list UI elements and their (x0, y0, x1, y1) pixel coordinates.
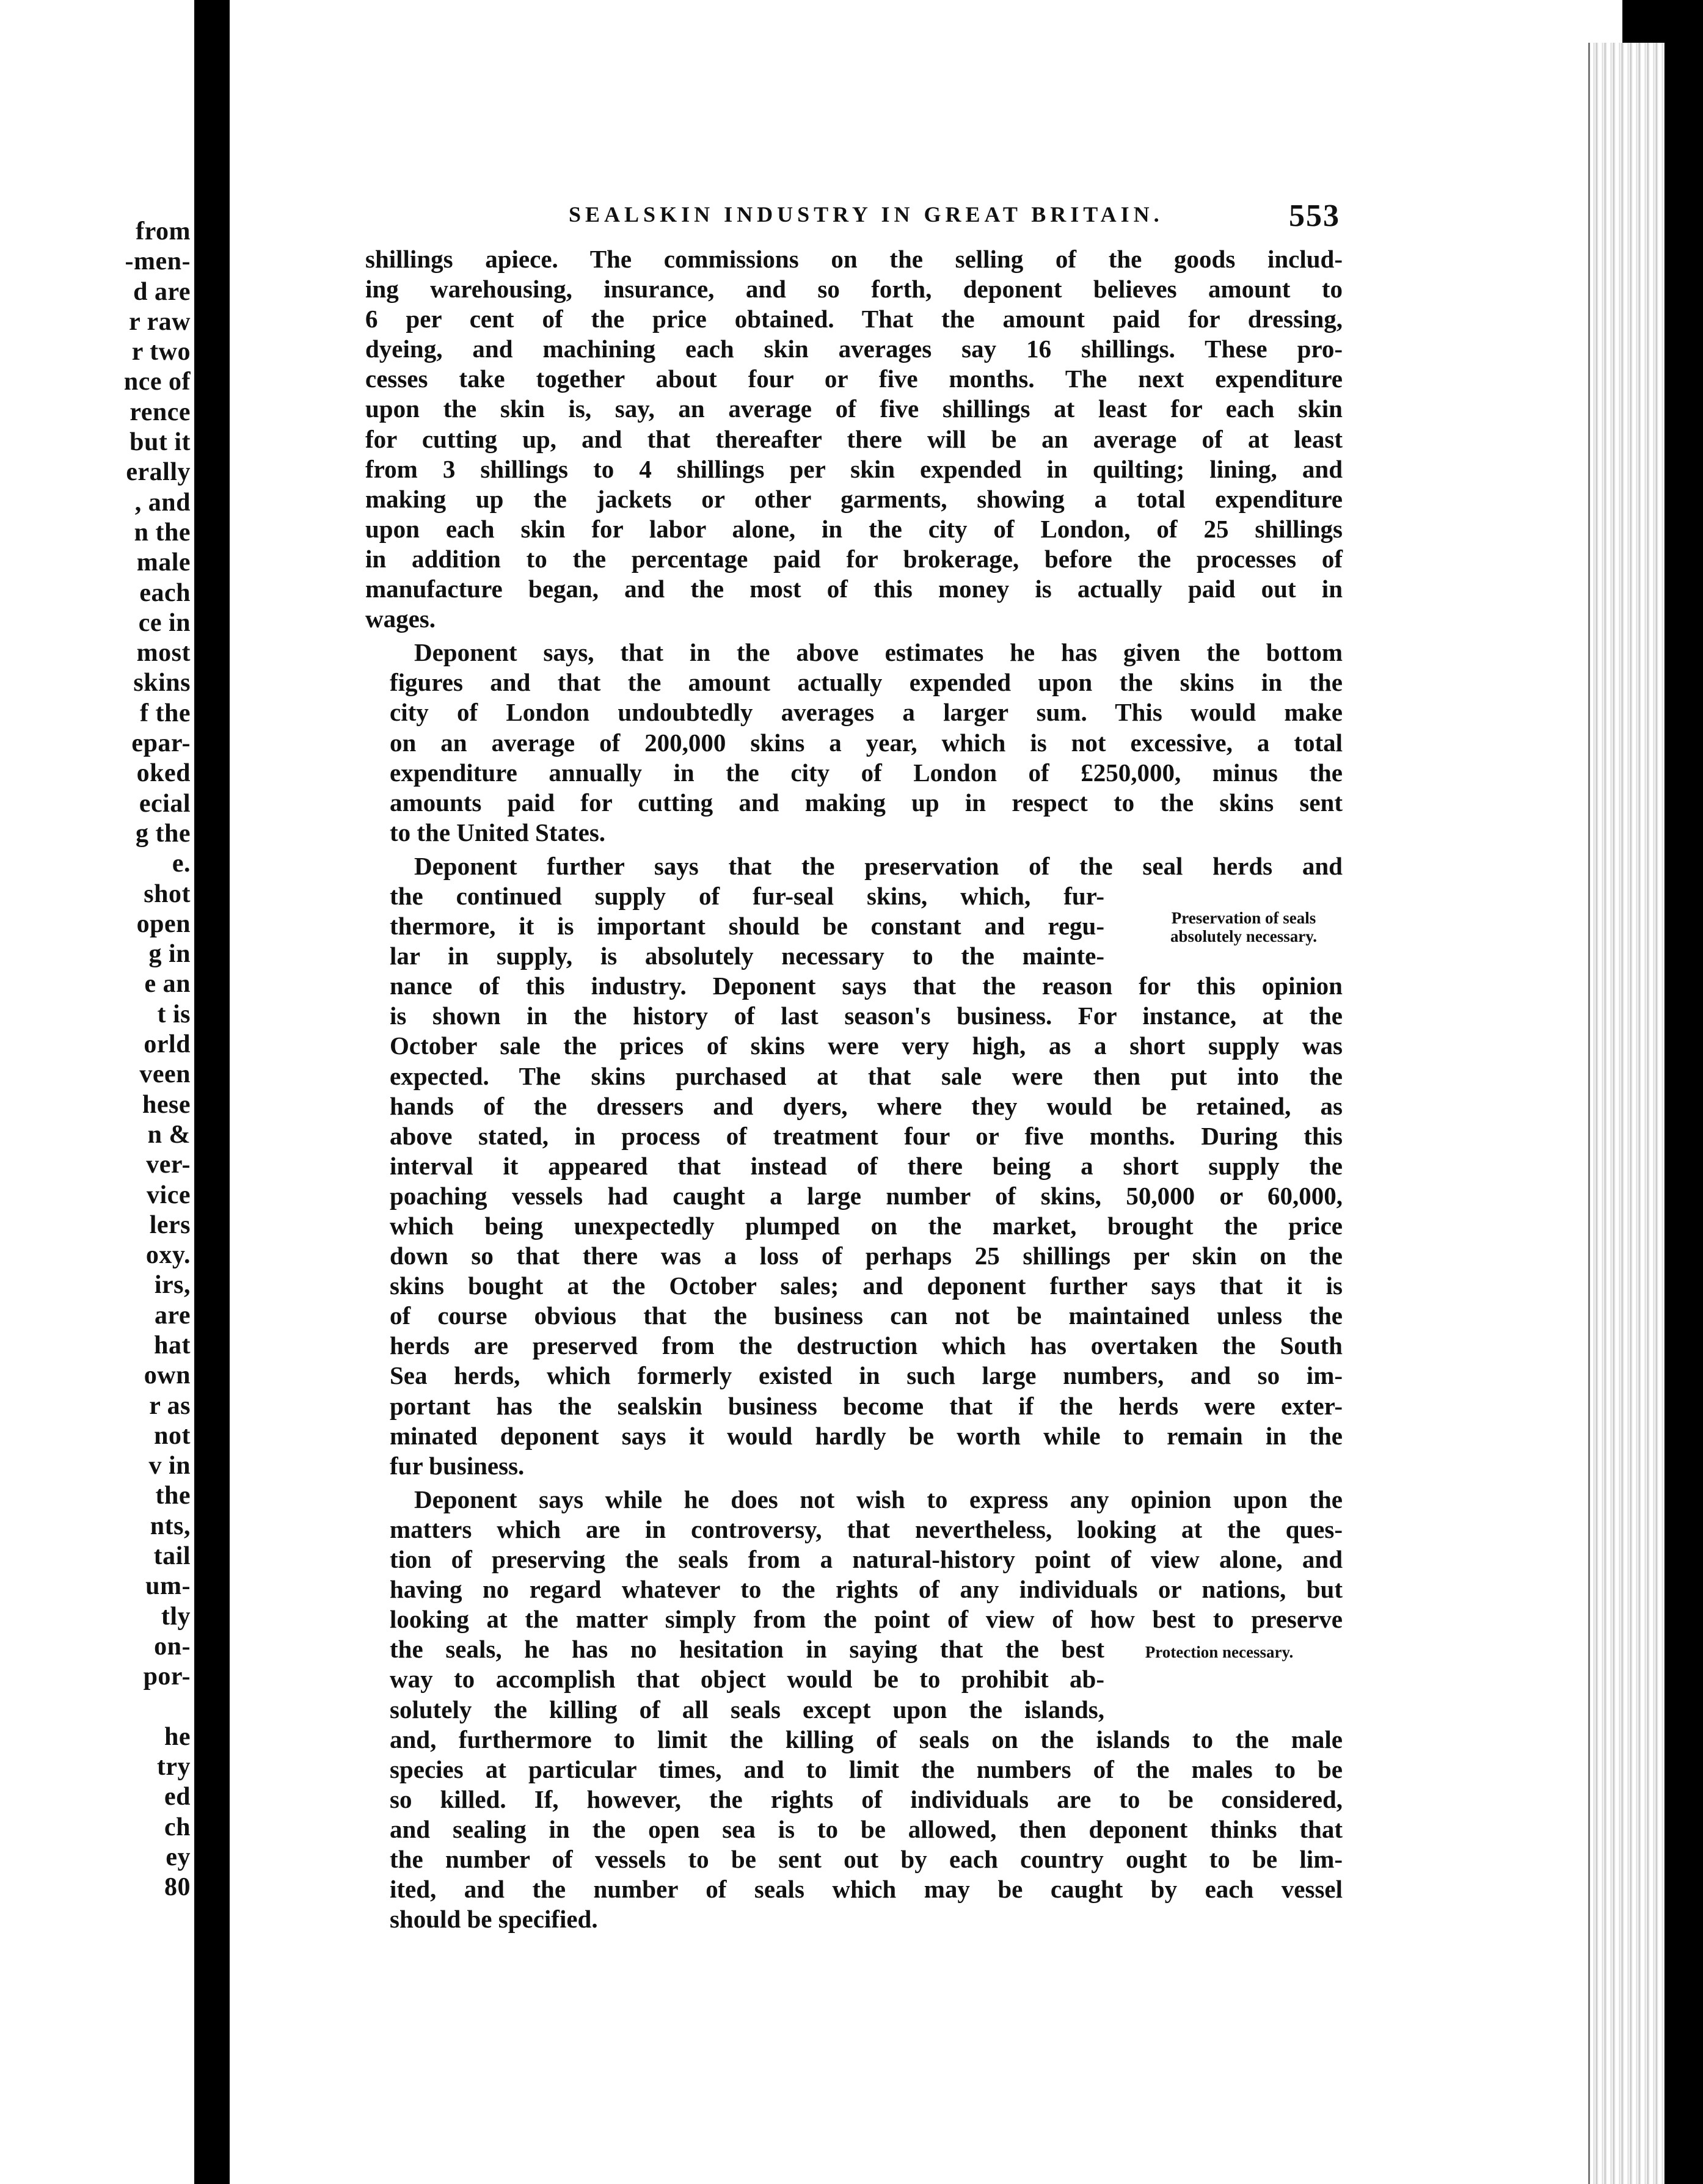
previous-page-fragment: not (154, 1421, 191, 1450)
text-line: and, furthermore to limit the killing of seals on the islands to the male (390, 1725, 1343, 1753)
previous-page-fragment: veen (139, 1060, 191, 1089)
previous-page-fragment: open (136, 909, 191, 938)
previous-page-fragment: , and (134, 488, 191, 517)
previous-page-fragment: 80 (164, 1873, 191, 1902)
text-line: herds are preserved from the destruction which has overtaken the South (390, 1331, 1343, 1360)
previous-page-fragment: r two (131, 338, 191, 366)
text-line: down so that there was a loss of perhaps 25 shillings per skin on the (390, 1242, 1343, 1270)
text-line: from 3 shillings to 4 shillings per skin expended in quilting; lining, and (365, 454, 1343, 483)
previous-page-fragment: most (136, 639, 191, 668)
previous-page-fragment: own (144, 1361, 191, 1390)
previous-page-fragment: epar- (131, 729, 191, 758)
previous-page-fragments (32, 217, 191, 1903)
previous-page-fragment: e. (172, 850, 191, 878)
text-line: city of London undoubtedly averages a larger sum. This would make (390, 698, 1343, 727)
text-line: having no regard whatever to the rights of any individuals or nations, but (390, 1575, 1343, 1604)
previous-page-fragment: are (154, 1301, 191, 1330)
text-line: which being unexpectedly plumped on the market, brought the price (390, 1212, 1343, 1240)
sidenote-protection: Protection necessary. (1145, 1643, 1294, 1661)
text-line: nance of this industry. Deponent says that the reason for this opinion (390, 972, 1343, 1000)
text-line: poaching vessels had caught a large number of skins, 50,000 or 60,000, (390, 1181, 1343, 1210)
text-line: the seals, he has no hesitation in saying that the best (390, 1635, 1104, 1664)
text-line: Deponent says, that in the above estimates he has given the bottom (414, 638, 1343, 667)
previous-page-fragment: each (139, 578, 191, 607)
text-line: on an average of 200,000 skins a year, which is not excessive, a total (390, 728, 1343, 757)
page-number: 553 (1289, 198, 1340, 233)
text-line: amounts paid for cutting and making up in respect to the skins sent (390, 788, 1343, 817)
previous-page-fragment: um- (145, 1572, 191, 1601)
text-line: shillings apiece. The commissions on the selling of the goods includ- (365, 245, 1343, 273)
text-line: expenditure annually in the city of London of £250,000, minus the (390, 758, 1343, 787)
text-line: October sale the prices of skins were very high, as a short supply was (390, 1032, 1343, 1060)
text-line: in addition to the percentage paid for brokerage, before the processes of (365, 544, 1343, 573)
previous-page-fragment: ce in (138, 608, 191, 637)
previous-page-fragment: try (156, 1753, 191, 1782)
text-line: portant has the sealskin business become that if the herds were exter- (390, 1391, 1343, 1420)
text-line: upon each skin for labor alone, in the city of London, of 25 shillings (365, 514, 1343, 543)
previous-page-fragment: por- (143, 1662, 191, 1691)
previous-page-fragment: ed (164, 1783, 191, 1811)
book-gutter (194, 0, 230, 2184)
previous-page-fragment: v in (148, 1452, 191, 1480)
previous-page-fragment: skins (133, 669, 191, 697)
current-page (230, 0, 1622, 2184)
text-line: fur business. (390, 1451, 525, 1480)
text-line: lar in supply, is absolutely necessary to the mainte- (390, 942, 1104, 970)
text-line: so killed. If, however, the rights of individuals are to be considered, (390, 1785, 1343, 1813)
text-line: to the United States. (390, 818, 606, 846)
text-line: Sea herds, which formerly existed in such large numbers, and so im- (390, 1361, 1343, 1390)
previous-page-fragment: ch (164, 1813, 191, 1841)
text-line: tion of preserving the seals from a natural-history point of view alone, and (390, 1545, 1343, 1574)
text-line: is shown in the history of last season's business. For instance, at the (390, 1002, 1343, 1030)
previous-page-fragment: r raw (129, 307, 191, 336)
previous-page-fragment: d are (133, 277, 191, 306)
previous-page-fragment: male (136, 548, 191, 577)
text-line: manufacture began, and the most of this money is actually paid out in (365, 575, 1343, 603)
scan-border (1665, 0, 1703, 2184)
previous-page-fragment: from (136, 217, 191, 246)
text-line: making up the jackets or other garments, showing a total expenditure (365, 484, 1343, 513)
text-line: dyeing, and machining each skin averages say 16 shillings. These pro- (365, 335, 1343, 363)
text-line: interval it appeared that instead of there being a short supply the (390, 1151, 1343, 1180)
previous-page-fragment: nce of (123, 368, 191, 396)
previous-page-fragment: hat (154, 1331, 191, 1360)
text-line: way to accomplish that object would be to prohibit ab- (390, 1665, 1104, 1694)
text-line: cesses take together about four or five months. The next expenditure (365, 365, 1343, 393)
previous-page-fragment: the (155, 1482, 191, 1510)
text-line: ited, and the number of seals which may be caught by each vessel (390, 1875, 1343, 1904)
text-line: matters which are in controversy, that nevertheless, looking at the ques- (390, 1515, 1343, 1543)
text-line: for cutting up, and that thereafter there will be an average of at least (365, 424, 1343, 453)
text-line: thermore, it is important should be constant and regu- (390, 912, 1104, 941)
previous-page-fragment: hese (142, 1090, 191, 1119)
previous-page-fragment: e an (144, 970, 191, 999)
text-line: and sealing in the open sea is to be allowed, then deponent thinks that (390, 1815, 1343, 1843)
previous-page-fragment: tail (153, 1542, 191, 1571)
previous-page-fragment: irs, (154, 1271, 191, 1300)
previous-page-fragment: he (164, 1722, 191, 1751)
text-line: hands of the dressers and dyers, where they would be retained, as (390, 1091, 1343, 1120)
page-header (230, 198, 1622, 238)
previous-page-fragment: r as (149, 1391, 191, 1420)
text-line: Deponent says while he does not wish to express any opinion upon the (414, 1485, 1343, 1513)
previous-page-fragment: t is (157, 1000, 191, 1028)
text-line: expected. The skins purchased at that sale were then put into the (390, 1061, 1343, 1090)
previous-page-fragment: f the (140, 699, 191, 727)
previous-page-fragment: n & (147, 1120, 191, 1149)
previous-page-fragment: -men- (125, 247, 191, 276)
previous-page-fragment: ey (166, 1843, 191, 1872)
text-line: ing warehousing, insurance, and so forth, deponent believes amount to (365, 275, 1343, 304)
previous-page-fragment: orld (144, 1030, 191, 1059)
text-line: solutely the killing of all seals except upon the islands, (390, 1695, 1104, 1724)
sidenote-preservation: Preservation of seals absolutely necessary. (1170, 909, 1317, 945)
text-line: above stated, in process of treatment four or five months. During this (390, 1121, 1343, 1150)
text-line: the continued supply of fur-seal skins, which, fur- (390, 881, 1104, 910)
text-line: upon the skin is, say, an average of five shillings at least for each skin (365, 395, 1343, 423)
previous-page-fragment (32, 1692, 191, 1722)
text-line: minated deponent says it would hardly be worth while to remain in the (390, 1421, 1343, 1450)
previous-page-fragment: on- (154, 1632, 191, 1661)
body-text (365, 244, 1343, 1938)
text-line: should be specified. (390, 1905, 598, 1934)
text-line: looking at the matter simply from the point of view of how best to preserve (390, 1605, 1343, 1634)
previous-page-fragment: vice (147, 1181, 191, 1209)
previous-page-fragment: oked (136, 759, 191, 788)
paragraph (365, 1485, 1343, 1934)
paragraph (365, 638, 1343, 848)
previous-page-fragment: but it (129, 428, 191, 457)
previous-page-fragment: nts, (150, 1512, 191, 1540)
running-title: SEALSKIN INDUSTRY IN GREAT BRITAIN. (569, 202, 1164, 227)
previous-page-fragment: g in (148, 940, 191, 969)
text-line: Deponent further says that the preservation of the seal herds and (414, 851, 1343, 880)
text-line: wages. (365, 605, 436, 633)
text-line: of course obvious that the business can not be maintained unless the (390, 1301, 1343, 1330)
previous-page-fragment: lers (149, 1210, 191, 1239)
paragraph (365, 851, 1343, 1481)
text-line: skins bought at the October sales; and deponent further says that it is (390, 1272, 1343, 1300)
previous-page-fragment: n the (134, 518, 191, 547)
previous-page-fragment: tly (161, 1602, 191, 1631)
previous-page-fragment: g the (136, 819, 191, 848)
text-line: the number of vessels to be sent out by each country ought to be lim- (390, 1844, 1343, 1873)
text-line: 6 per cent of the price obtained. That the amount paid for dressing, (365, 305, 1343, 333)
text-line: species at particular times, and to limit the numbers of the males to be (390, 1755, 1343, 1783)
previous-page-fragment: ver- (146, 1151, 191, 1179)
previous-page-fragment: ecial (139, 789, 191, 818)
page-edge-stack (1588, 43, 1666, 2184)
paragraph (365, 244, 1343, 634)
text-line: figures and that the amount actually expended upon the skins in the (390, 668, 1343, 697)
previous-page-fragment: shot (144, 879, 191, 908)
previous-page-fragment: rence (129, 398, 191, 426)
previous-page-strip (0, 0, 194, 2184)
previous-page-fragment: erally (126, 458, 191, 487)
previous-page-fragment: oxy. (145, 1241, 191, 1270)
